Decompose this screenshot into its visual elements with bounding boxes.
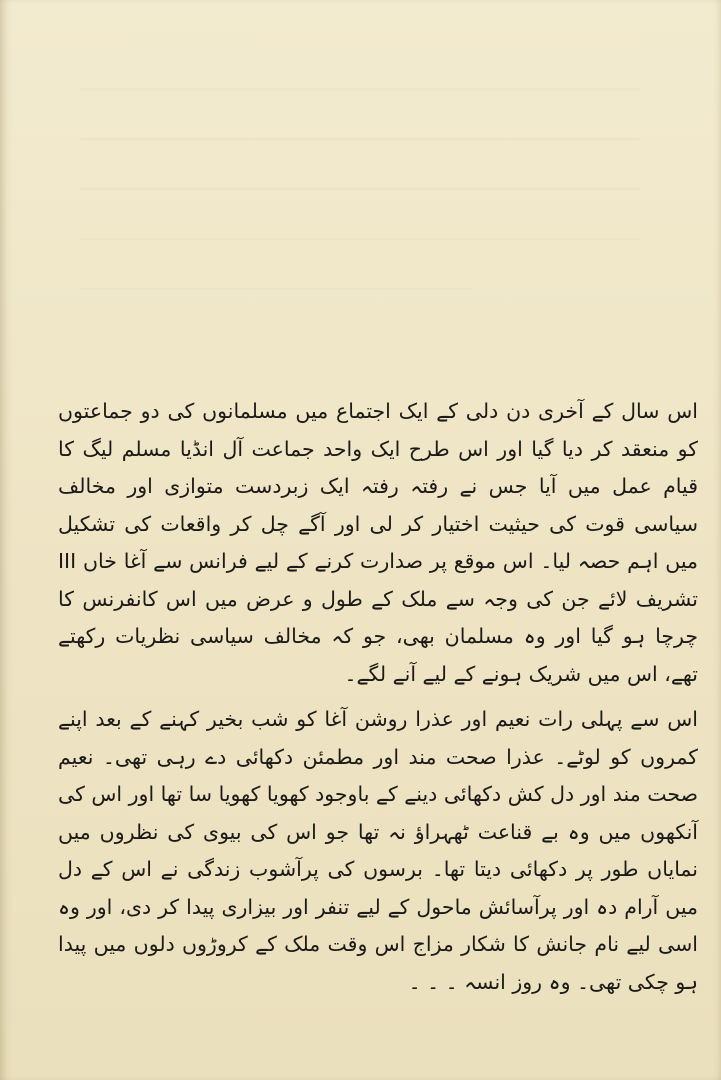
paragraph-1: اس سال کے آخری دن دلی کے ایک اجتماع میں مسلمانوں کی دو جماعتوں کو منعقد کر دیا گیا اور اس طرح ایک واحد جماعت آل انڈیا مسلم لیگ کا قیام عمل میں آیا جس نے رفتہ رفتہ ایک زبردست متوازی اور مخالف سیاسی قوت کی حیثیت اختیار کر لی اور آگے چل کر واقعات کی تشکیل میں اہم حصہ لیا۔ اس موقع پر صدارت کرنے کے لیے فرانس سے آغا خاں III تشریف لائے جن کی وجہ سے ملک کے طول و عرض میں اس کانفرنس کا چرچا ہو گیا اور وہ مسلمان بھی، جو کہ مخالف سیاسی نظریات رکھتے تھے، اس میں شریک ہونے کے لیے آنے لگے۔ [58, 399, 698, 686]
paragraph-2: اس سے پہلی رات نعیم اور عذرا روشن آغا کو شب بخیر کہنے کے بعد اپنے کمروں کو لوٹے۔ عذرا صحت مند اور مطمئن دکھائی دے رہی تھی۔ نعیم صحت مند اور دل کش دکھائی دینے کے باوجود کھویا کھویا سا تھا اور اس کی آنکھوں میں وہ بے قناعت ٹھہراؤ نہ تھا جو اس کی بیوی کی نظروں میں نمایاں طور پر دکھائی دیتا تھا۔ برسوں کی پرآشوب زندگی نے اس کے دل میں آرام دہ اور پرآسائش ماحول کے لیے تنفر اور بیزاری پیدا کر دی، اور وہ اسی لیے نام جانش کا شکار مزاج اس وقت ملک کے کروڑوں دلوں میں پیدا ہو چکی تھی۔ وہ روز انسہ ۔ ۔ ۔ [58, 707, 698, 994]
body-text [58, 393, 698, 1001]
show-through-text [80, 60, 640, 360]
